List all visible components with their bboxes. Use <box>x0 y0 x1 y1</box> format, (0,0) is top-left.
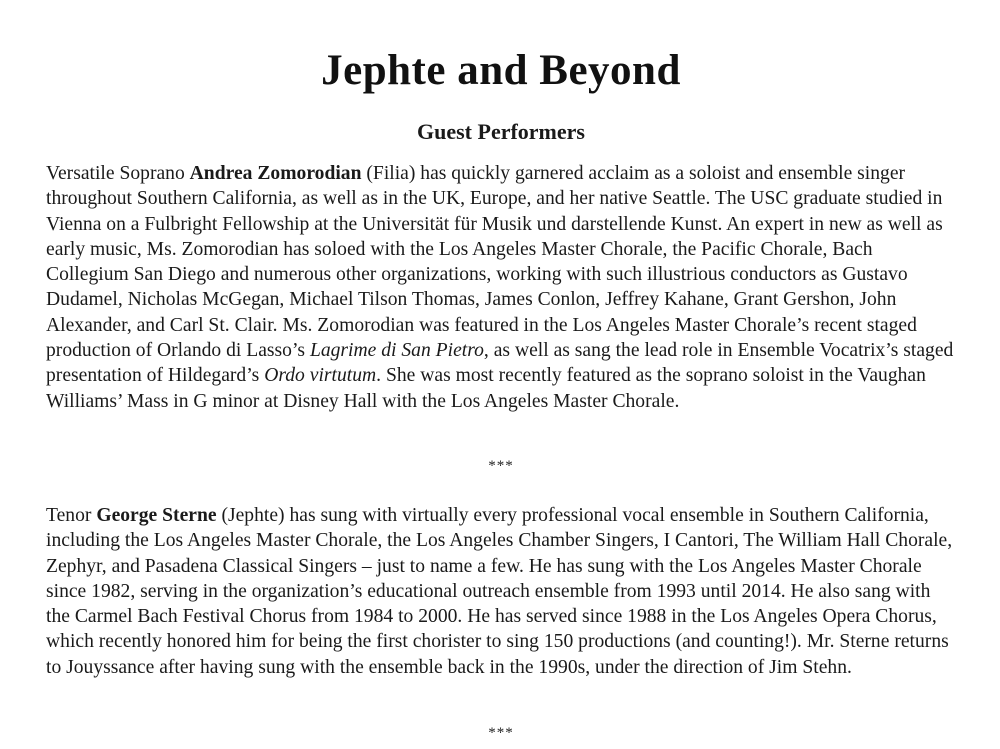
bio-text: (Filia) has quickly garnered acclaim as a soloist and ensemble singer throughout Southern California, as well as in the UK, Europe, and her native Seattle. The USC graduate studied in Vienna on a Fulbright Fellowship at the Universität für Musik und darstellende Kunst. An expert in new as well as early music, Ms. Zomorodian has soloed with the Los Angeles Master Chorale, the Pacific Chorale, Bach Collegium San Diego and numerous other organizations, working with such illustrious conductors as Gustavo Dudamel, Nicholas McGegan, Michael Tilson Thomas, James Conlon, Jeffrey Kahane, Grant Gershon, John Alexander, and Carl St. Clair. Ms. Zomorodian was featured in the Los Angeles Master Chorale’s recent staged production of Orlando di Lasso’s <box>46 163 943 362</box>
section-heading: Guest Performers <box>417 119 585 145</box>
bio-intro: Tenor <box>46 505 97 526</box>
bio-text: . She was most recently featured as the soprano soloist in the Vaughan Williams’ Mass in G minor at Disney Hall with the Los Angeles Master Chorale. <box>46 365 926 412</box>
performer-bio-zomorodian <box>46 161 958 414</box>
performer-name: Andrea Zomorodian <box>189 163 362 184</box>
bio-text: , as well as sang the lead role in Ensemble Vocatrix’s staged presentation of Hildegard’s <box>46 340 954 387</box>
bio-text: (Jephte) has sung with virtually every professional vocal ensemble in Southern California, including the Los Angeles Master Chorale, the Los Angeles Chamber Singers, I Cantori, The William Hall Chorale, Zephyr, and Pasadena Classical Singers – just to name a few. He has sung with the Los Angeles Master Chorale since 1982, serving in the organization’s educational outreach ensemble from 1993 until 2014. He also sang with the Carmel Bach Festival Chorus from 1984 to 2000. He has served since 1988 in the Los Angeles Opera Chorus, which recently honored him for being the first chorister to sing 150 productions (and counting!). Mr. Sterne returns to Jouyssance after having sung with the ensemble back in the 1990s, under the direction of Jim Stehn. <box>46 505 953 678</box>
work-title: Lagrime di San Pietro <box>309 340 484 362</box>
section-separator: *** <box>488 458 514 474</box>
section-separator: *** <box>488 725 514 741</box>
document-title: Jephte and Beyond <box>321 46 681 94</box>
work-title: Ordo virtutum <box>264 365 377 387</box>
performer-bio-sterne <box>46 503 958 680</box>
performer-name: George Sterne <box>96 505 217 526</box>
bio-intro: Versatile Soprano <box>46 163 190 184</box>
